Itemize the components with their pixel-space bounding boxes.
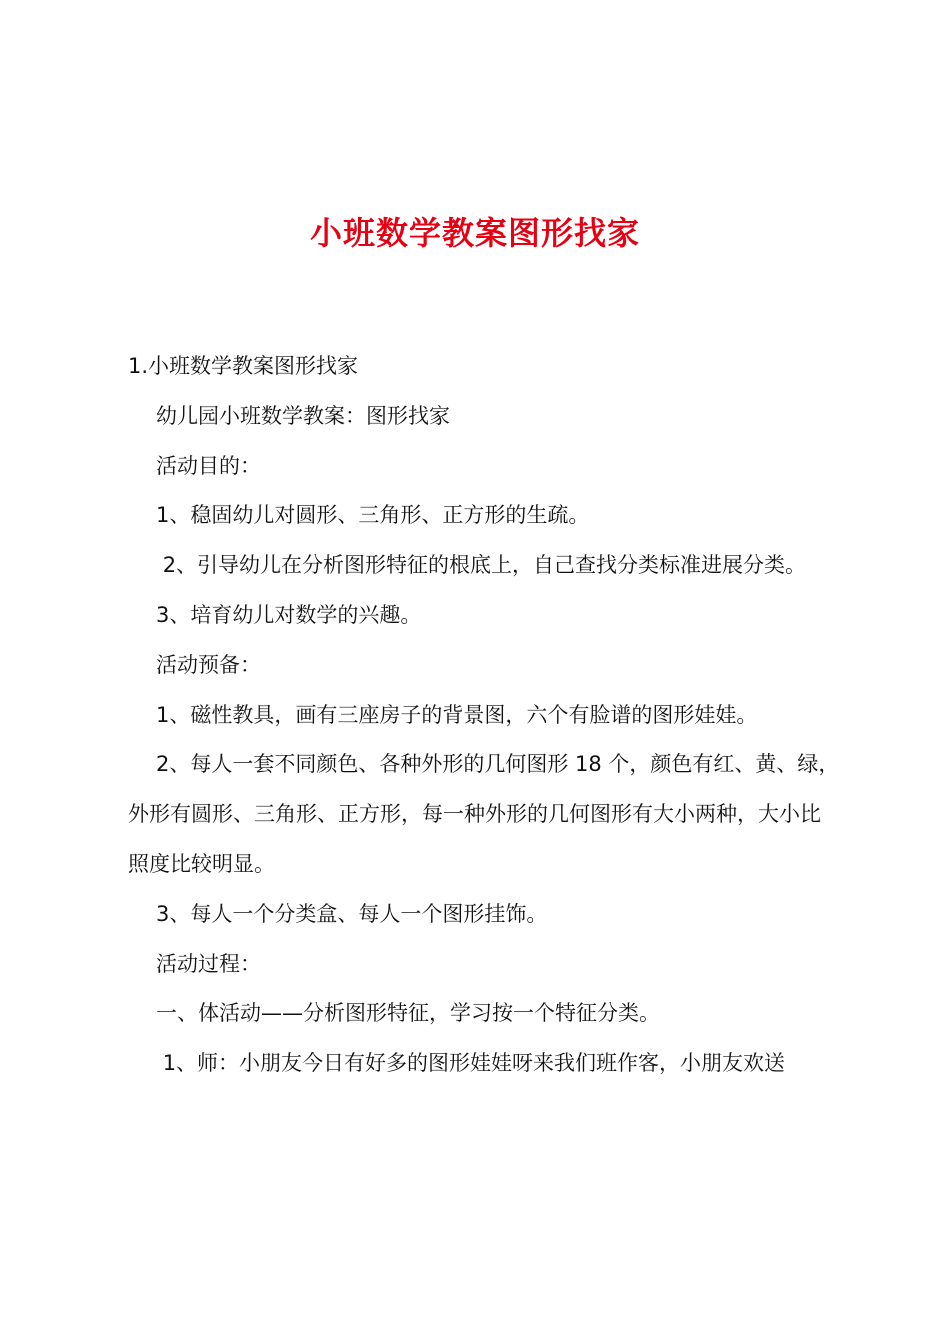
paragraph: 3、培育幼儿对数学的兴趣。 [156,602,422,627]
document-title: 小班数学教案图形找家 [309,214,640,252]
paragraph: 1、师：小朋友今日有好多的图形娃娃呀来我们班作客，小朋友欢送 [156,1051,786,1076]
paragraph: 幼儿园小班数学教案：图形找家 [156,403,450,428]
paragraph: 2、引导幼儿在分析图形特征的根底上，自己查找分类标准进展分类。 [156,553,807,578]
paragraph: 活动目的： [156,453,261,478]
paragraph: 3、每人一个分类盒、每人一个图形挂饰。 [156,901,548,926]
paragraph: 1.小班数学教案图形找家 [128,354,359,378]
paragraph: 1、磁性教具，画有三座房子的背景图，六个有脸谱的图形娃娃。 [156,702,758,727]
paragraph: 活动过程： [156,951,261,976]
paragraph: 活动预备： [156,652,261,677]
paragraph: 一、体活动——分析图形特征，学习按一个特征分类。 [156,1001,660,1026]
document-body [128,342,840,1089]
paragraph: 1、稳固幼儿对圆形、三角形、正方形的生疏。 [156,503,590,528]
paragraph: 2、每人一套不同颜色、各种外形的几何图形 18 个，颜色有红、黄、绿，外形有圆形、三角形、正方形，每一种外形的几何图形有大小两种，大小比照度比较明显。 [128,752,840,876]
